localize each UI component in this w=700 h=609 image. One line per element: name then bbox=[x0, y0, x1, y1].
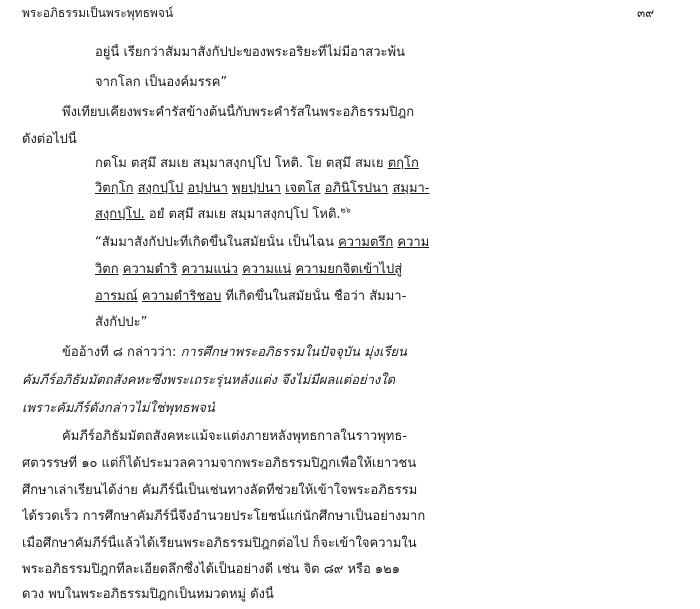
translation-term: ความแน่ว bbox=[181, 262, 238, 277]
pali-text: กตโม ตสฺมึ สมเย สมฺมาสงฺกปฺโป โหติ. โย ตสฺมึ สมเย bbox=[95, 156, 388, 171]
paragraph-line-7: ดวง พบในพระอภิธรรมปิฎกเป็นหมวดหมู่ ดังนี้ bbox=[22, 587, 274, 602]
translation-text: ที่เกิดขึ้นในสมัยนั้น ชื่อว่า สัมมา- bbox=[221, 289, 407, 304]
page-number: ๓๙ bbox=[637, 6, 654, 20]
quote-line-2: จากโลก เป็นองค์มรรค” bbox=[95, 75, 228, 90]
pali-term: สงฺกปฺโป. bbox=[95, 207, 145, 222]
paragraph-line-2: ศตวรรษที่ ๑๐ แต่ก็ได้ประมวลความจากพระอภิธรรมปิฎกเพื่อให้เยาวชน bbox=[22, 456, 417, 471]
pali-term: เจตโส bbox=[285, 181, 321, 196]
paragraph-line-6: พระอภิธรรมปิฎกที่ละเอียดลึกซึ้งได้เป็นอย่างดี เช่น จิต ๘๙ หรือ ๑๒๑ bbox=[22, 562, 401, 577]
pali-term: วิตกฺโก bbox=[95, 181, 134, 196]
translation-term: อารมณ์ bbox=[95, 289, 138, 304]
translation-term: ความดำริชอบ bbox=[141, 289, 222, 304]
translation-line-4: สังกัปปะ” bbox=[95, 315, 148, 330]
pali-term: สงฺกปฺโป bbox=[137, 181, 184, 196]
quote-line-1: อยู่นี้ เรียกว่าสัมมาสังกัปปะของพระอริยะที่ไม่มีอาสวะพ้น bbox=[95, 45, 405, 60]
translation-term: ความยกจิตเข้าไปสู่ bbox=[295, 262, 403, 277]
translation-term: ความ bbox=[397, 235, 430, 250]
translation-term: วิตก bbox=[95, 262, 119, 277]
paragraph-line-5: เมื่อศึกษาคัมภีร์นี้แล้วได้เรียนพระอภิธรรมปิฎกต่อไป ก็จะเข้าใจความใน bbox=[22, 536, 417, 551]
translation-line-2 bbox=[95, 261, 402, 279]
translation-line-3 bbox=[95, 288, 406, 306]
footnote-marker: ๒๖ bbox=[340, 206, 351, 215]
pali-term: อภินิโรปนา bbox=[324, 181, 389, 196]
running-title: พระอภิธรรมเป็นพระพุทธพจน์ bbox=[22, 6, 174, 20]
pali-term: ตกฺโก bbox=[387, 156, 419, 171]
claim-line-3: เพราะคัมภีร์ดังกล่าวไม่ใช่พุทธพจน์ bbox=[22, 401, 215, 416]
claim-line-2: คัมภีร์อภิธัมมัตถสังคหะซึ่งพระเถระรุ่นหลังแต่ง จึงไม่มีผลแต่อย่างใด bbox=[22, 373, 396, 388]
translation-text: “สัมมาสังกัปปะที่เกิดขึ้นในสมัยนั้น เป็นไฉน bbox=[95, 235, 339, 250]
claim-line-1 bbox=[62, 344, 407, 362]
translation-line-1 bbox=[95, 234, 429, 252]
pali-term: สมฺมา- bbox=[392, 181, 430, 196]
paragraph-line-3: ศึกษาเล่าเรียนได้ง่าย คัมภีร์นี้เป็นเช่นทางลัดที่ช่วยให้เข้าใจพระอภิธรรม bbox=[22, 483, 418, 498]
pali-line-2 bbox=[95, 180, 430, 198]
intro-line-1: พึงเทียบเคียงพระคำรัสข้างต้นนี้กับพระคำรัสในพระอภิธรรมปิฎก bbox=[62, 105, 415, 120]
pali-line-3 bbox=[95, 206, 351, 224]
intro-line-2: ดังต่อไปนี้ bbox=[22, 132, 77, 147]
pali-line-1 bbox=[95, 155, 419, 173]
claim-text: การศึกษาพระอภิธรรมในปัจจุบัน มุ่งเรียน bbox=[180, 345, 407, 360]
pali-term: พฺยปฺปนา bbox=[232, 181, 281, 196]
translation-term: ความดำริ bbox=[122, 262, 178, 277]
paragraph-line-4: ได้รวดเร็ว การศึกษาคัมภีร์นี้จึงอำนวยประโยชน์แก่นักศึกษาเป็นอย่างมาก bbox=[22, 509, 426, 524]
paragraph-line-1: คัมภีร์อภิธัมมัตถสังคหะแม้จะแต่งภายหลังพุทธกาลในราวพุทธ- bbox=[62, 429, 407, 444]
pali-term: อปฺปนา bbox=[187, 181, 228, 196]
translation-term: ความตรึก bbox=[338, 235, 394, 250]
claim-label: ข้ออ้างที่ ๘ กล่าวว่า: bbox=[62, 345, 181, 360]
pali-text: อยํ ตสฺมึ สมเย สมฺมาสงฺกปฺโป โหติ. bbox=[144, 207, 341, 222]
translation-term: ความแน่ bbox=[242, 262, 292, 277]
